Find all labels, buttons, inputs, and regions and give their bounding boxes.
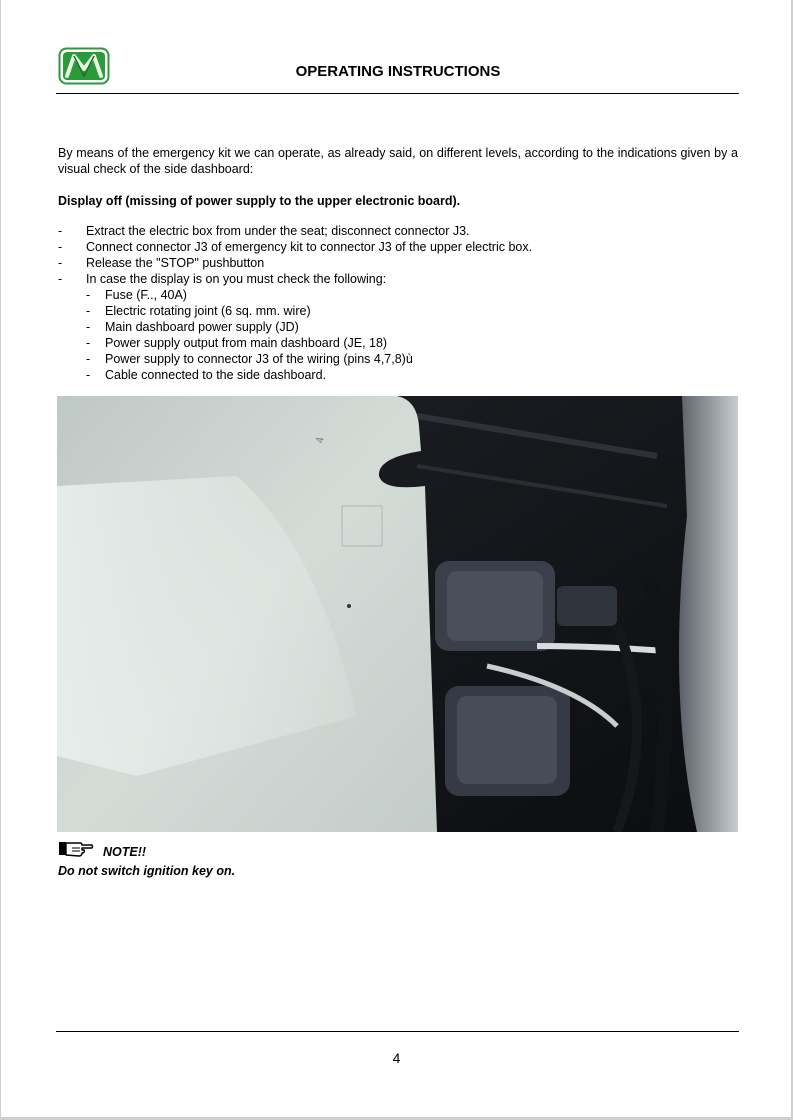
list-item: - Extract the electric box from under the seat; disconnect connector J3.	[58, 223, 738, 239]
check-item: - Cable connected to the side dashboard.	[86, 367, 738, 383]
electric-box-photo	[57, 396, 738, 832]
note-label: NOTE!!	[103, 845, 147, 859]
list-item	[58, 271, 738, 383]
procedure-steps-list	[58, 223, 738, 383]
footer-divider	[56, 1031, 739, 1032]
page-title: OPERATING INSTRUCTIONS	[295, 63, 501, 80]
svg-text:4: 4	[314, 436, 327, 445]
list-item: - Release the "STOP" pushbutton	[58, 255, 738, 271]
header-divider	[56, 93, 739, 94]
company-logo-icon	[58, 47, 110, 85]
section-heading: Display off (missing of power supply to the upper electronic board).	[58, 194, 461, 208]
page-number: 4	[392, 1050, 401, 1066]
note-text: Do not switch ignition key on.	[58, 864, 236, 878]
checks-list	[86, 287, 738, 383]
check-item: - Main dashboard power supply (JD)	[86, 319, 738, 335]
check-item: - Electric rotating joint (6 sq. mm. wire)	[86, 303, 738, 319]
list-item-label: In case the display is on you must check the following:	[86, 272, 387, 286]
pointing-hand-icon	[58, 838, 94, 858]
check-item: - Power supply output from main dashboard (JE, 18)	[86, 335, 738, 351]
intro-paragraph: By means of the emergency kit we can operate, as already said, on different levels, according to the indications given by a visual check of the side dashboard:	[58, 146, 738, 176]
list-item: - Connect connector J3 of emergency kit to connector J3 of the upper electric box.	[58, 239, 738, 255]
check-item: - Power supply to connector J3 of the wiring (pins 4,7,8)ù	[86, 351, 738, 367]
page-edge-left	[0, 0, 1, 1120]
check-item: - Fuse (F.., 40A)	[86, 287, 738, 303]
